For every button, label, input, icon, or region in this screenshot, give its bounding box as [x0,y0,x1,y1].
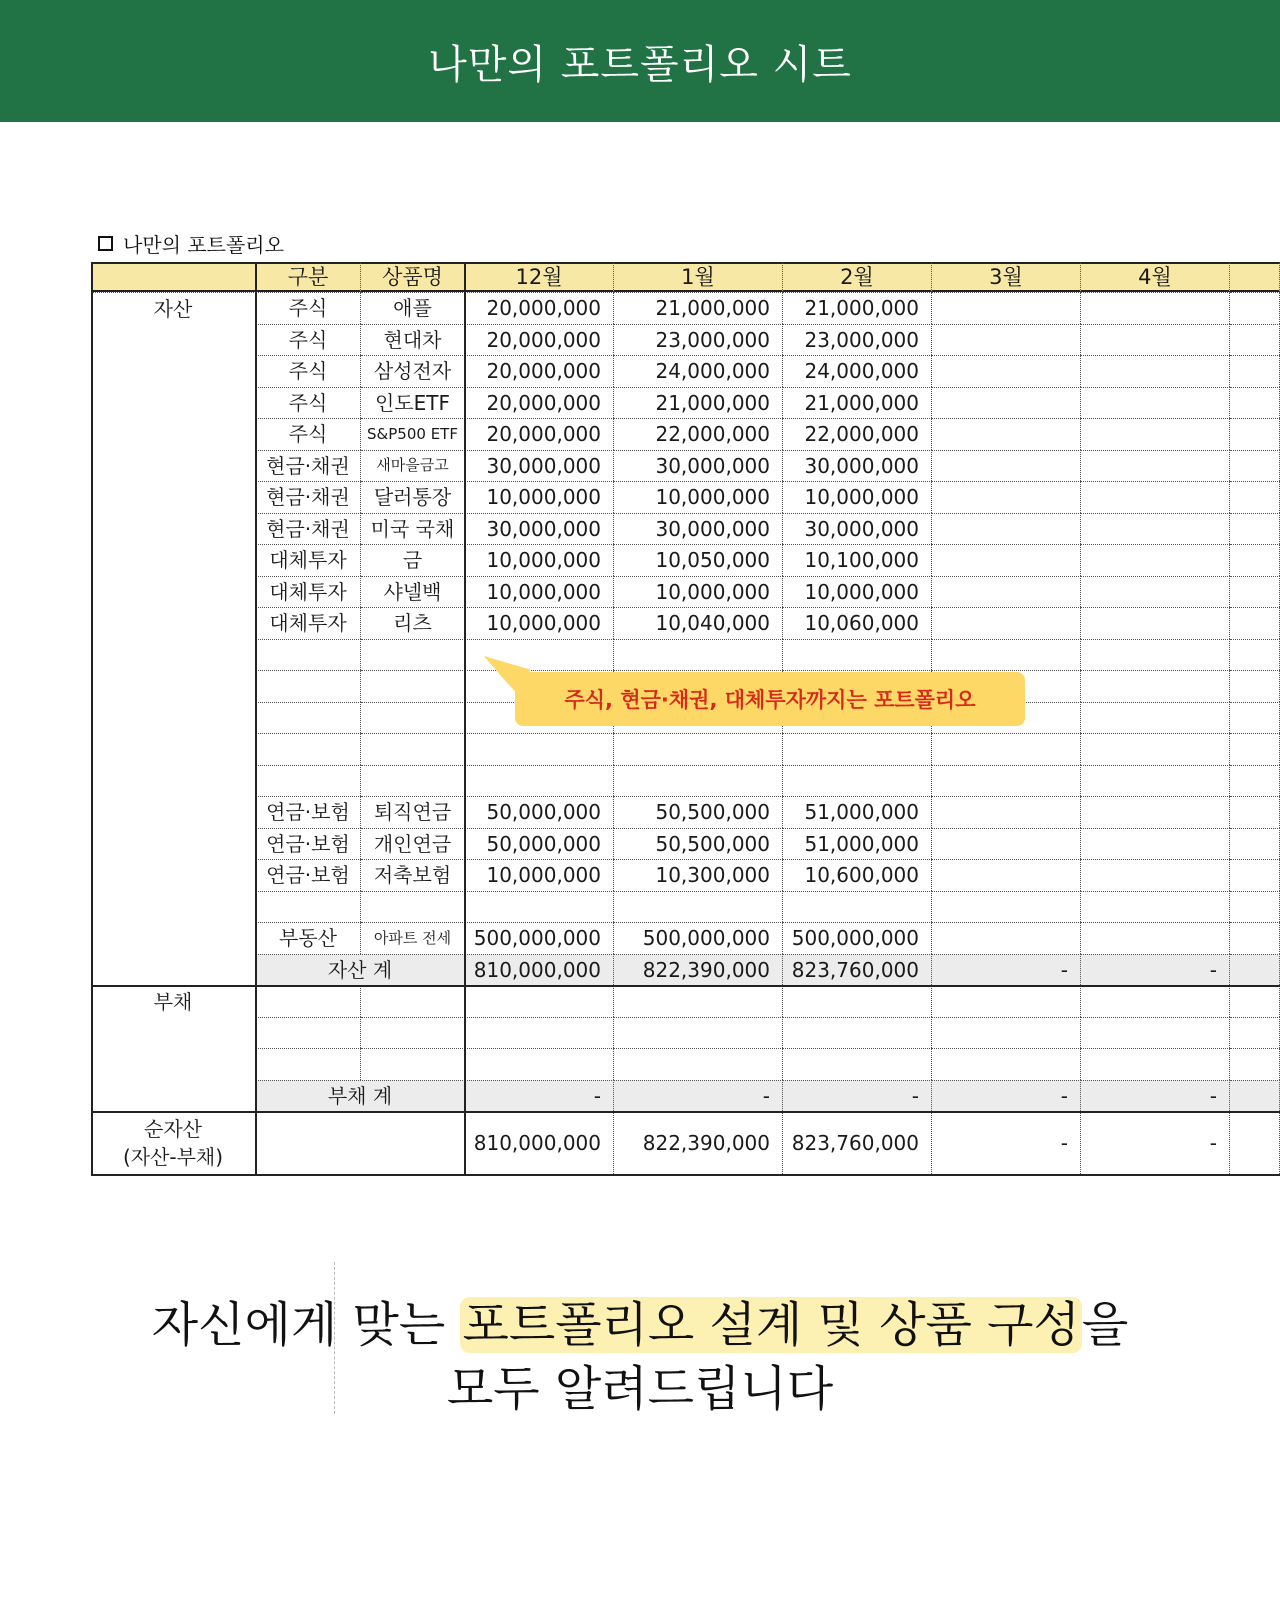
empty-cell [783,1048,932,1080]
empty-cell [1230,702,1280,734]
empty-cell [1230,1048,1280,1080]
value-cell [783,639,932,671]
empty-cell [932,387,1081,419]
value-cell: 21,000,000 [783,387,932,419]
asset-total-value: - [932,954,1081,986]
value-cell [614,733,783,765]
value-cell: 10,050,000 [614,544,783,576]
value-cell: 20,000,000 [465,355,614,387]
empty-cell [1230,544,1280,576]
product-name-cell: 인도ETF [361,387,465,419]
value-cell [465,891,614,923]
product-name-cell [361,733,465,765]
value-cell: 50,000,000 [465,828,614,860]
title-banner [0,0,1280,122]
empty-cell [932,639,1081,671]
empty-cell [1230,733,1280,765]
column-header: 1월 [614,262,783,292]
value-cell: 22,000,000 [614,418,783,450]
value-cell: 500,000,000 [783,922,932,954]
value-cell: 10,000,000 [465,544,614,576]
asset-total-label: 자산 계 [256,954,465,986]
column-header [91,262,256,292]
empty-cell [932,828,1081,860]
empty-cell [1230,828,1280,860]
value-cell: 21,000,000 [614,292,783,324]
empty-cell [932,1048,1081,1080]
asset-type-cell [256,733,361,765]
grid-border [255,262,257,1174]
empty-cell [932,292,1081,324]
empty-cell [1081,670,1230,702]
empty-cell [1081,355,1230,387]
callout-note [515,672,1025,726]
asset-type-cell [256,702,361,734]
value-cell: 50,500,000 [614,828,783,860]
value-cell: 10,000,000 [465,481,614,513]
empty-cell [1230,1017,1280,1049]
value-cell [614,891,783,923]
asset-type-cell: 주식 [256,387,361,419]
value-cell: 20,000,000 [465,292,614,324]
value-cell: 24,000,000 [614,355,783,387]
asset-type-cell: 연금·보험 [256,828,361,860]
value-cell: 30,000,000 [783,513,932,545]
empty-cell [1081,985,1230,1017]
value-cell: 10,000,000 [465,607,614,639]
asset-total-value: 822,390,000 [614,954,783,986]
value-cell: 10,000,000 [783,481,932,513]
empty-cell [932,513,1081,545]
value-cell [783,733,932,765]
value-cell: 10,060,000 [783,607,932,639]
empty-cell [614,1017,783,1049]
product-name-cell [361,891,465,923]
empty-cell [1230,922,1280,954]
product-name-cell: 현대차 [361,324,465,356]
asset-type-cell: 대체투자 [256,544,361,576]
asset-type-cell: 연금·보험 [256,859,361,891]
empty-cell [1081,607,1230,639]
empty-cell [1081,859,1230,891]
asset-total-value: 810,000,000 [465,954,614,986]
empty-cell [783,1017,932,1049]
value-cell: 10,300,000 [614,859,783,891]
asset-type-cell: 대체투자 [256,576,361,608]
product-name-cell: 미국 국채 [361,513,465,545]
empty-cell [932,481,1081,513]
headline-highlight: 포트폴리오 설계 및 상품 구성 [462,1297,1080,1353]
empty-cell [1081,450,1230,482]
value-cell: 10,000,000 [465,859,614,891]
column-header: 3월 [932,262,1081,292]
product-name-cell: S&P500 ETF [361,418,465,450]
column-header [1230,262,1280,292]
empty-cell [1230,1111,1280,1174]
empty-cell [1230,796,1280,828]
empty-cell [932,891,1081,923]
square-bullet-icon [98,236,113,251]
asset-type-cell: 주식 [256,324,361,356]
value-cell: 51,000,000 [783,828,932,860]
empty-cell [1081,733,1230,765]
asset-total-value: - [1081,954,1230,986]
value-cell: 10,000,000 [783,576,932,608]
value-cell: 21,000,000 [614,387,783,419]
value-cell: 50,000,000 [465,796,614,828]
empty-cell [1230,481,1280,513]
asset-type-cell [256,639,361,671]
product-name-cell: 새마을금고 [361,450,465,482]
value-cell: 20,000,000 [465,324,614,356]
value-cell: 10,000,000 [614,481,783,513]
product-name-cell [361,639,465,671]
asset-type-cell: 주식 [256,418,361,450]
value-cell: 20,000,000 [465,418,614,450]
value-cell: 30,000,000 [465,450,614,482]
empty-cell [932,576,1081,608]
empty-cell [256,1017,361,1049]
empty-cell [932,607,1081,639]
empty-cell [1230,292,1280,324]
empty-cell [932,450,1081,482]
empty-cell [1081,639,1230,671]
value-cell: 22,000,000 [783,418,932,450]
empty-cell [932,765,1081,797]
column-header: 구분 [256,262,361,292]
empty-cell [932,859,1081,891]
value-cell [783,891,932,923]
liability-total-value: - [1081,1080,1230,1112]
grid-border [91,1174,1280,1176]
value-cell: 10,000,000 [465,576,614,608]
value-cell: 10,040,000 [614,607,783,639]
empty-cell [932,324,1081,356]
empty-cell [1081,292,1230,324]
empty-cell [614,1048,783,1080]
empty-cell [932,544,1081,576]
net-assets-value: - [932,1111,1081,1174]
net-assets-label-line: 순자산 [144,1117,202,1141]
empty-cell [361,985,465,1017]
value-cell: 20,000,000 [465,387,614,419]
empty-cell [1230,1080,1280,1112]
group-label-liabilities: 부채 [91,985,256,1111]
empty-cell [1081,1048,1230,1080]
asset-type-cell: 현금·채권 [256,513,361,545]
net-assets-value: 823,760,000 [783,1111,932,1174]
liability-total-value: - [465,1080,614,1112]
product-name-cell: 샤넬백 [361,576,465,608]
empty-cell [1081,324,1230,356]
value-cell: 30,000,000 [783,450,932,482]
asset-type-cell: 대체투자 [256,607,361,639]
empty-cell [1081,387,1230,419]
net-assets-value: 810,000,000 [465,1111,614,1174]
empty-cell [932,355,1081,387]
product-name-cell: 아파트 전세 [361,922,465,954]
product-name-cell: 애플 [361,292,465,324]
empty-cell [1230,576,1280,608]
empty-cell [1081,765,1230,797]
empty-cell [1230,387,1280,419]
value-cell: 23,000,000 [614,324,783,356]
value-cell: 10,000,000 [614,576,783,608]
product-name-cell: 리츠 [361,607,465,639]
product-name-cell [361,702,465,734]
asset-type-cell: 주식 [256,355,361,387]
empty-cell [256,1111,465,1174]
product-name-cell: 달러통장 [361,481,465,513]
value-cell [614,765,783,797]
grid-border [91,1111,1280,1113]
empty-cell [465,985,614,1017]
bottom-headline-line1 [0,1286,1280,1355]
value-cell: 51,000,000 [783,796,932,828]
value-cell: 24,000,000 [783,355,932,387]
empty-cell [1081,576,1230,608]
asset-type-cell: 주식 [256,292,361,324]
asset-total-value: 823,760,000 [783,954,932,986]
empty-cell [1081,796,1230,828]
empty-cell [1230,450,1280,482]
net-assets-value: 822,390,000 [614,1111,783,1174]
product-name-cell: 저축보험 [361,859,465,891]
empty-cell [1230,670,1280,702]
product-name-cell: 개인연금 [361,828,465,860]
empty-cell [1081,922,1230,954]
value-cell [465,733,614,765]
group-label-assets: 자산 [91,292,256,985]
empty-cell [1230,859,1280,891]
empty-cell [1230,639,1280,671]
net-assets-value: - [1081,1111,1230,1174]
empty-cell [1081,544,1230,576]
empty-cell [1230,891,1280,923]
empty-cell [1081,513,1230,545]
value-cell: 500,000,000 [465,922,614,954]
callout-text: 주식, 현금·채권, 대체투자까지는 포트폴리오 [564,688,976,712]
column-header: 4월 [1081,262,1230,292]
group-label-net-assets [91,1111,256,1174]
empty-cell [361,1017,465,1049]
empty-cell [1230,418,1280,450]
asset-type-cell: 현금·채권 [256,450,361,482]
empty-cell [932,985,1081,1017]
empty-cell [1230,985,1280,1017]
column-header: 2월 [783,262,932,292]
bottom-headline-line2: 모두 알려드립니다 [446,1361,834,1417]
empty-cell [1230,607,1280,639]
empty-cell [1230,513,1280,545]
empty-cell [1081,1017,1230,1049]
value-cell: 23,000,000 [783,324,932,356]
empty-cell [1081,418,1230,450]
value-cell: 500,000,000 [614,922,783,954]
empty-cell [1230,765,1280,797]
empty-cell [465,1048,614,1080]
value-cell: 30,000,000 [614,513,783,545]
empty-cell [1081,891,1230,923]
empty-cell [932,1017,1081,1049]
empty-cell [932,418,1081,450]
empty-cell [783,985,932,1017]
sheet-caption [98,229,284,258]
empty-cell [932,796,1081,828]
empty-cell [1081,702,1230,734]
column-header: 12월 [465,262,614,292]
portfolio-spreadsheet [91,262,1280,1197]
empty-cell [932,922,1081,954]
product-name-cell: 금 [361,544,465,576]
empty-cell [1230,954,1280,986]
asset-type-cell [256,765,361,797]
value-cell [465,765,614,797]
empty-cell [1230,355,1280,387]
value-cell [783,765,932,797]
empty-cell [256,1048,361,1080]
product-name-cell: 삼성전자 [361,355,465,387]
asset-type-cell [256,670,361,702]
headline-suffix: 을 [1081,1297,1129,1353]
column-header: 상품명 [361,262,465,292]
empty-cell [1081,828,1230,860]
value-cell: 30,000,000 [614,450,783,482]
product-name-cell [361,765,465,797]
empty-cell [932,733,1081,765]
empty-cell [256,985,361,1017]
headline-prefix: 자신에게 맞는 [151,1297,461,1353]
value-cell: 21,000,000 [783,292,932,324]
value-cell: 50,500,000 [614,796,783,828]
sheet-caption-text: 나만의 포트폴리오 [123,233,284,257]
value-cell: 30,000,000 [465,513,614,545]
asset-type-cell: 부동산 [256,922,361,954]
liability-total-label: 부채 계 [256,1080,465,1112]
value-cell [614,639,783,671]
asset-type-cell [256,891,361,923]
net-assets-label-line: (자산-부채) [122,1145,224,1169]
empty-cell [465,1017,614,1049]
product-name-cell: 퇴직연금 [361,796,465,828]
asset-type-cell: 연금·보험 [256,796,361,828]
grid-border [91,985,1280,987]
value-cell: 10,600,000 [783,859,932,891]
grid-border [464,262,466,1174]
empty-cell [1230,324,1280,356]
banner-title: 나만의 포트폴리오 시트 [428,41,852,88]
liability-total-value: - [932,1080,1081,1112]
empty-cell [361,1048,465,1080]
product-name-cell [361,670,465,702]
empty-cell [614,985,783,1017]
grid-border [91,262,93,1174]
liability-total-value: - [783,1080,932,1112]
value-cell: 10,100,000 [783,544,932,576]
liability-total-value: - [614,1080,783,1112]
empty-cell [1081,481,1230,513]
asset-type-cell: 현금·채권 [256,481,361,513]
